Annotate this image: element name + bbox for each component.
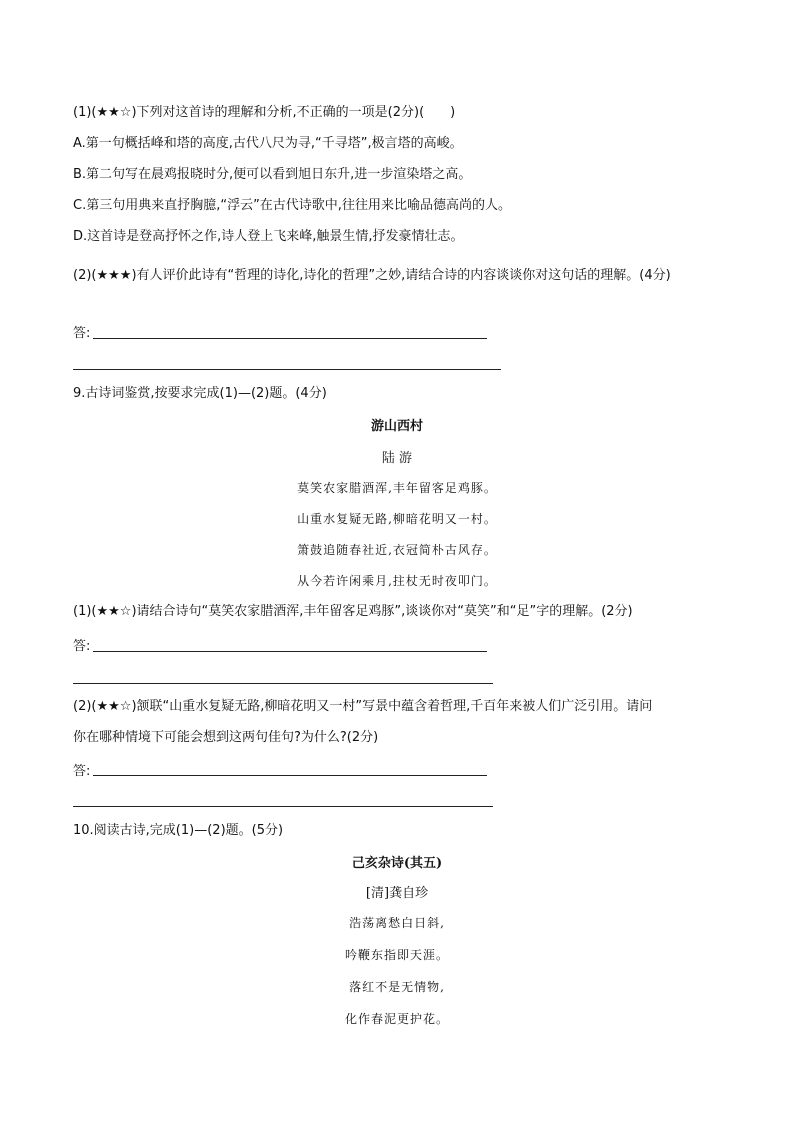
q8-option-a: A.第一句概括峰和塔的高度,古代八尺为寻,“千寻塔”,极言塔的高峻。 [73,136,463,151]
q9-sub2-stem-line2: 你在哪种情境下可能会想到这两句佳句?为什么?(2分) [73,730,379,745]
q10-poem-author: [清]龚自珍 [365,886,429,901]
q9-sub1-stem: (1)(★★☆)请结合诗句“莫笑农家腊酒浑,丰年留客足鸡豚”,谈谈你对“莫笑”和“足”字的理解。(2分) [73,604,633,619]
q9-verse-4: 从今若许闲乘月,拄杖无时夜叩门。 [297,574,497,588]
q8-sub2-stem: (2)(★★★)有人评价此诗有“哲理的诗化,诗化的哲理”之妙,请结合诗的内容谈谈你对这句话的理解。(4分) [73,268,671,283]
q9-sub2-answer-label: 答: [73,764,91,779]
q8-option-d: D.这首诗是登高抒怀之作,诗人登上飞来峰,触景生情,抒发豪情壮志。 [73,229,464,244]
q9-sub2-answer-line-1[interactable] [93,775,487,776]
q10-verse-1: 浩荡离愁白日斜, [349,916,445,930]
q8-option-b: B.第二句写在晨鸡报晓时分,便可以看到旭日东升,进一步渲染塔之高。 [73,167,472,182]
q9-sub1-answer-line-1[interactable] [93,651,487,652]
q10-poem-title: 己亥杂诗(其五) [351,856,443,871]
q9-verse-1: 莫笑农家腊酒浑,丰年留客足鸡豚。 [297,481,497,495]
q9-sub1-answer-line-2[interactable] [73,683,493,684]
q8-answer-line-2[interactable] [73,369,501,370]
q10-verse-4: 化作春泥更护花。 [344,1012,449,1026]
q10-verse-3: 落红不是无情物, [349,980,445,994]
q8-answer-label: 答: [73,326,91,341]
q9-verse-2: 山重水复疑无路,柳暗花明又一村。 [297,512,497,526]
q9-sub2-answer-line-2[interactable] [73,806,493,807]
q8-answer-line-1[interactable] [93,338,487,339]
q9-sub1-answer-label: 答: [73,639,91,654]
q10-heading: 10.阅读古诗,完成(1)—(2)题。(5分) [73,823,284,838]
q9-poem-title: 游山西村 [370,419,423,434]
q9-heading: 9.古诗词鉴赏,按要求完成(1)—(2)题。(4分) [73,386,327,401]
q9-poem-author: 陆 游 [381,451,413,466]
q9-verse-3: 箫鼓追随春社近,衣冠简朴古风存。 [297,543,497,557]
q9-sub2-stem-line1: (2)(★★☆)颔联“山重水复疑无路,柳暗花明又一村”写景中蕴含着哲理,千百年来被人们广泛引用。请问 [73,699,653,714]
q10-verse-2: 吟鞭东指即天涯。 [344,948,449,962]
q8-option-c: C.第三句用典来直抒胸臆,“浮云”在古代诗歌中,往往用来比喻品德高尚的人。 [73,198,511,213]
q8-sub1-stem: (1)(★★☆)下列对这首诗的理解和分析,不正确的一项是(2分)( ) [73,105,456,120]
